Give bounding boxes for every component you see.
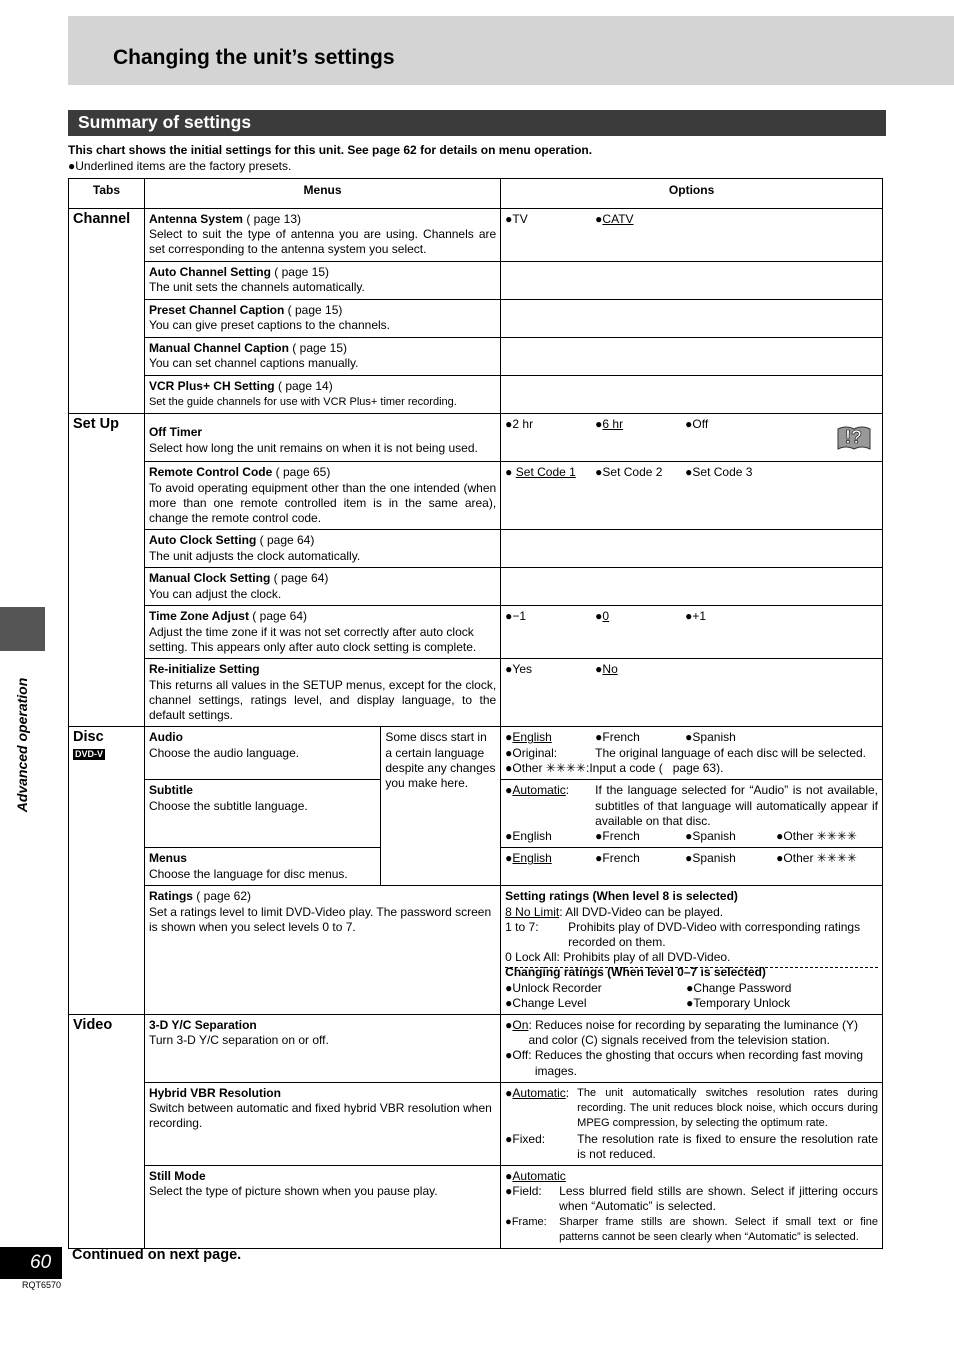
menu-disc-menus: Menus Choose the language for disc menus.: [144, 848, 380, 886]
continued-note: Continued on next page.: [72, 1247, 242, 1263]
page-title: Changing the unit’s settings: [113, 46, 395, 69]
menu-antenna: Antenna System ( page 13) Select to suit the type of antenna you are using. Channels are set corresponding to the antenna system you select.: [144, 209, 500, 262]
table-row: [69, 606, 883, 659]
tab-channel: Channel: [69, 209, 145, 414]
tab-setup: Set Up: [69, 414, 145, 727]
menu-manual-caption: Manual Channel Caption ( page 15) You can set channel captions manually.: [144, 338, 500, 376]
menu-hybrid-vbr: Hybrid VBR Resolution Switch between automatic and fixed hybrid VBR resolution when recording.: [144, 1083, 500, 1166]
section-title: Summary of settings: [78, 112, 252, 132]
title-banner: [68, 16, 954, 85]
options-subtitle: ●Automatic: If the language selected for “Audio” is not available, subtitles of that language will automatically appear if available on that disc. ●English ●French ●Spanish ●Other ✳✳✳✳: [501, 780, 883, 848]
table-row: [69, 338, 883, 376]
tab-video: Video: [69, 1015, 145, 1249]
menu-remote-code: Remote Control Code ( page 65) To avoid operating equipment other than the one intended (when more than one remote controlled item is in the same area), change the remote control code.: [144, 462, 500, 530]
options-manual-caption: [501, 338, 883, 376]
options-antenna: ●TV ●CATV: [501, 209, 883, 262]
dvd-v-badge: DVD-V: [75, 748, 104, 759]
table-row: [69, 462, 883, 530]
settings-table: [68, 178, 883, 1249]
section-bar: [68, 110, 886, 136]
options-hybrid-vbr: ●Automatic: The unit automatically switches resolution rates during recording. The unit reduces block noise, which occurs during MPEG compression, by selecting the optimum rate. ●Fixed: The resolution rate is fixed to ensure the resolution rate is not reduced.: [501, 1083, 883, 1166]
table-row: [69, 1083, 883, 1166]
page-number: 60: [30, 1252, 52, 1273]
side-label: Advanced operation: [14, 677, 30, 813]
options-preset-caption: [501, 300, 883, 338]
menu-vcrplus: VCR Plus+ CH Setting ( page 14) Set the guide channels for use with VCR Plus+ timer recording.: [144, 376, 500, 414]
options-disc-menus: ●English ●French ●Spanish ●Other ✳✳✳✳: [501, 848, 883, 886]
tab-disc: Disc DVD-V: [69, 727, 145, 1015]
menu-auto-channel: Auto Channel Setting ( page 15) The unit sets the channels automatically.: [144, 262, 500, 300]
options-yc-separation: ●On : Reduces noise for recording by separating the luminance (Y) and color (C) signals received from the television station. ●Off: Reduces the ghosting that occurs when recording fast moving images.: [501, 1015, 883, 1083]
table-row: [69, 300, 883, 338]
table-row: [69, 1015, 883, 1083]
header-menus: Menus: [144, 179, 500, 209]
menu-ratings: Ratings ( page 62) Set a ratings level to limit DVD-Video play. The password screen is shown when you select levels 0 to 7.: [144, 886, 500, 1015]
menu-time-zone: Time Zone Adjust ( page 64) Adjust the time zone if it was not set correctly after auto clock setting. This appears only after auto clock setting is complete.: [144, 606, 500, 659]
table-row: [69, 376, 883, 414]
menu-auto-clock: Auto Clock Setting ( page 64) The unit adjusts the clock automatically.: [144, 530, 500, 568]
table-row: [69, 1166, 883, 1249]
table-row: [69, 209, 883, 262]
options-audio: ●English ●French ●Spanish ●Original: The original language of each disc will be selected. ●Other ✳✳✳✳:Input a code ( page 63).: [501, 727, 883, 780]
header-options: Options: [501, 179, 883, 209]
options-off-timer: ●2 hr ●6 hr ●Off: [501, 414, 883, 462]
menu-preset-caption: Preset Channel Caption ( page 15) You can give preset captions to the channels.: [144, 300, 500, 338]
svg-text:!?: !?: [845, 427, 862, 447]
options-vcrplus: [501, 376, 883, 414]
table-row: [69, 568, 883, 606]
table-row: [69, 414, 883, 462]
intro-note: ●Underlined items are the factory presets.: [68, 159, 292, 173]
table-row: [69, 262, 883, 300]
table-row: [69, 886, 883, 1015]
options-remote-code: ● Set Code 1 ●Set Code 2 ●Set Code 3: [501, 462, 883, 530]
options-time-zone: ●−1 ●0 ●+1: [501, 606, 883, 659]
table-row: [69, 727, 883, 780]
options-still-mode: ●Automatic ●Field: Less blurred field stills are shown. Select if jittering occurs when “Automatic” is selected. ●Frame: Sharper frame stills are shown. Select if small text or fine patterns cannot be seen clearly when “Automatic” is selected.: [501, 1166, 883, 1249]
menu-subtitle: Subtitle Choose the subtitle language.: [144, 780, 380, 848]
intro-text: This chart shows the initial settings for this unit. See page 62 for details on menu operation.: [68, 143, 593, 157]
table-row: [69, 659, 883, 727]
menu-reinit: Re-initialize Setting This returns all values in the SETUP menus, except for the clock, channel settings, ratings level, and display language, to the default settings.: [144, 659, 500, 727]
menu-yc-separation: 3-D Y/C Separation Turn 3-D Y/C separation on or off.: [144, 1015, 500, 1083]
table-row: [69, 530, 883, 568]
header-tabs: Tabs: [69, 179, 145, 209]
menu-off-timer: Off Timer Select how long the unit remains on when it is not being used.: [144, 414, 500, 462]
doc-code: RQT6570: [22, 1280, 62, 1290]
options-ratings: Setting ratings (When level 8 is selected) 8 No Limit: All DVD-Video can be played. 1 to 7: Prohibits play of DVD-Video with corresponding ratings recorded on them. 0 Lock All: Prohibits play of all DVD-Video. Changing ratings (When level 0–7 is selected) ●Unlock Recorder ●Change Password ●Change Level ●Temporary Unlock: [501, 886, 883, 1015]
options-auto-clock: [501, 530, 883, 568]
menu-audio: Audio Choose the audio language.: [144, 727, 380, 780]
menu-still-mode: Still Mode Select the type of picture shown when you pause play.: [144, 1166, 500, 1249]
side-tab-marker: [0, 607, 45, 651]
options-manual-clock: [501, 568, 883, 606]
options-auto-channel: [501, 262, 883, 300]
disc-note: Some discs start in a certain language despite any changes you make here.: [381, 727, 501, 886]
intro: [68, 142, 592, 174]
options-reinit: ●Yes ●No: [501, 659, 883, 727]
menu-manual-clock: Manual Clock Setting ( page 64) You can adjust the clock.: [144, 568, 500, 606]
